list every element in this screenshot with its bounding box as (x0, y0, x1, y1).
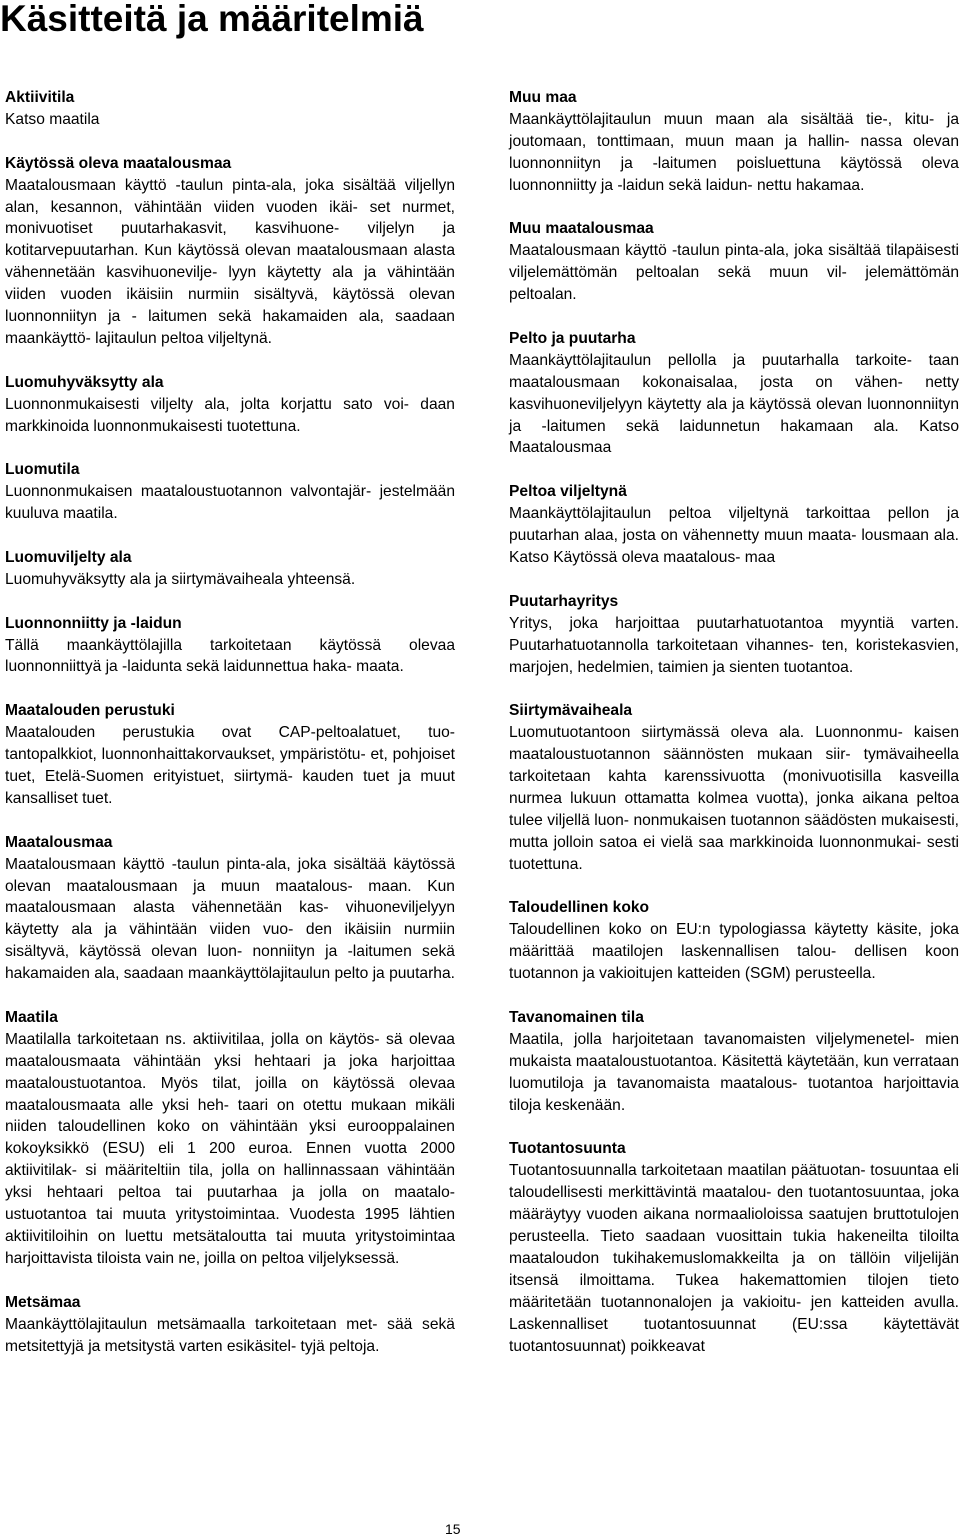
glossary-definition (5, 1029, 455, 1270)
glossary-definition (509, 613, 959, 679)
definition-line: sä olevaa maatalousmaata vähintään yksi hehtaari ja (5, 1030, 455, 1070)
glossary-definition (509, 1029, 959, 1117)
definition-line: taari on otettu mukaan mikäli niiden taloudellinen (5, 1096, 455, 1136)
definition-line: tilapäisesti viljelemättömän peltoalan sekä muun vil- (509, 242, 959, 282)
definition-line: yritystoimintaa harjoittavista tiloista vain ne, joilla on (5, 1228, 455, 1267)
page-number: 15 (445, 1521, 461, 1537)
glossary-entry-metsamaa (5, 1292, 455, 1358)
definition-line: viljelyn ja kotitarvepuutarhan. Kun käytössä olevan (5, 220, 455, 260)
page-title: Käsitteitä ja määritelmiä (0, 0, 424, 39)
left-column (5, 87, 455, 1357)
definition-line: Tieto saadaan vuosittain tukia hakeneilta tiloilta (600, 1228, 959, 1245)
definition-line: Luomutuotantoon siirtymässä oleva ala. Luonnonmu- (509, 724, 903, 742)
definition-line: nonniityn ja -laitumen sekä hakamaiden ala, saadaan (5, 943, 455, 983)
glossary-entry-pelto-ja-puutarha (509, 328, 959, 459)
definition-line: Maankäyttölajitaulun muun maan ala sisältää tie-, (509, 110, 893, 128)
definition-line: Maankäyttölajitaulun metsämaalla tarkoitetaan met- (5, 1315, 378, 1333)
glossary-definition (5, 109, 455, 131)
definition-line: hakamaan ala. Katso Maatalousmaa (509, 417, 959, 457)
entry-spacer (509, 876, 959, 898)
definition-line: lajitaulun peltoa viljeltynä. (95, 329, 272, 347)
definition-line: maata. (356, 658, 404, 676)
glossary-definition (5, 481, 455, 525)
definition-line: mien mukaista maataloustuotantoa. Käsitettä käytetään, (509, 1030, 959, 1070)
definition-line: (monivuotisilla kasveilla nurmea lukuun ottamatta (509, 768, 959, 807)
definition-line: kaisen maataloustuotannon säännösten mukaan siir- (509, 724, 959, 764)
glossary-term: Tavanomainen tila (509, 1008, 644, 1026)
definition-line: jen katteiden avulla. Laskennalliset tuotantosuunnat (509, 1293, 959, 1333)
definition-line: jestelmään kuuluva maatila. (5, 483, 455, 523)
glossary-definition (509, 503, 959, 569)
definition-line: peltoa viljelyksessä. (261, 1249, 400, 1267)
definition-line: on käytössä olevaa maatalousmaata alle yksi heh- (5, 1074, 455, 1114)
definition-line: Maankäyttölajitaulun peltoa viljeltynä tarkoittaa pellon (509, 505, 930, 523)
glossary-term: Aktiivitila (5, 89, 75, 106)
glossary-term: Luonnonniitty ja -laidun (5, 614, 182, 632)
definition-line: Luomuhyväksytty ala ja siirtymävaiheala yhteensä. (5, 570, 356, 588)
definition-line: maan. Kun maatalousmaan alasta vähennetään kas- (5, 877, 455, 917)
glossary-term: Puutarhayritys (509, 592, 619, 610)
glossary-term: Taloudellinen koko (509, 899, 650, 917)
definition-line: käsite, joka määrittää maatilojen laskennallisen talou- (509, 921, 959, 961)
definition-line: ja sienten tuotantoa. (712, 658, 854, 676)
definition-line: Maatalousmaan käyttö -taulun pinta-ala, joka sisältää (5, 855, 387, 873)
definition-line: tyjä peltoja. (300, 1337, 380, 1355)
definition-line: jolloin satoa ei vielä saa markkinoida luonnonmukai- (553, 833, 922, 851)
glossary-term: Maatila (5, 1008, 58, 1026)
definition-line: viljelijän itsensä ilmoittama. Tukea hakemattomien (509, 1249, 959, 1289)
definition-line: lousmaan ala. Katso Käytössä oleva maatalous- (509, 527, 959, 566)
definition-line: kun verrataan luomutiloja ja tavanomaista maatalous- (509, 1052, 959, 1092)
entry-spacer (509, 985, 959, 1007)
entry-spacer (5, 591, 455, 613)
glossary-definition (5, 635, 455, 679)
definition-line: maatalousmaan alasta vähennetään kasvihuonevilje- (5, 242, 456, 282)
definition-line: Maatalousmaan käyttö -taulun pinta-ala, joka sisältää (5, 176, 396, 194)
glossary-definition (509, 350, 959, 460)
definition-line: lyyn käytetty ala ja vähintään viiden vuoden ikäisiin (5, 264, 455, 304)
definition-line: ja puutarhan alaa, josta on vähennetty muun maata- (509, 505, 959, 545)
definition-line: sesti tuotettuna. (509, 833, 959, 873)
glossary-term: Metsämaa (5, 1293, 81, 1311)
glossary-definition (5, 1314, 455, 1358)
definition-line: Katso maatila (5, 110, 100, 128)
glossary-entry-tuotantosuunta (509, 1138, 959, 1357)
glossary-entry-maatalousmaa (5, 832, 455, 985)
glossary-definition (5, 722, 455, 810)
definition-line: yksi hehtaari peltoa tai puutarhaa ja jolla on maatalo- (5, 1184, 455, 1202)
definition-line: käytössä olevan maatalousmaan ja muun maatalous- (5, 855, 455, 895)
glossary-term: Maatalousmaa (5, 833, 113, 851)
definition-line: kolmea vuotta), jonka aikana peltoa tulee viljellä luon- (509, 789, 959, 829)
definition-line: Taloudellinen koko on EU:n typologiassa käytetty (509, 921, 869, 939)
definition-line: Maankäyttölajitaulun pellolla ja puutarhalla tarkoite- (509, 351, 912, 369)
entry-spacer (5, 678, 455, 700)
definition-line: Luonnonmukaisesti viljelty ala, jolta korjattu sato voi- (5, 395, 409, 413)
glossary-definition (509, 919, 959, 985)
definition-line: vihuoneviljelyyn käytetty ala ja vähintään viiden vuo- (5, 899, 456, 939)
entry-spacer (5, 810, 455, 832)
glossary-entry-aktiivitila (5, 87, 455, 131)
glossary-definition (509, 240, 959, 306)
definition-line: tosuuntaa eli taloudellisesti merkittävintä maatalou- (509, 1162, 959, 1202)
glossary-entry-luomuhyvaksytty-ala (5, 372, 455, 438)
definition-line: laitumen sekä hakamaiden ala, saadaan maankäyttö- (5, 308, 455, 347)
definition-line: nurmiin sisältyvä, käytössä olevan luonnonniityn ja - (5, 286, 455, 326)
definition-line: Tuotantosuunnalla tarkoitetaan maatilan päätuotan- (509, 1162, 866, 1180)
glossary-definition (509, 1160, 959, 1357)
glossary-entry-luomuviljelty-ala (5, 547, 455, 591)
definition-line: kitu- ja joutomaan, tonttimaan, muun maan ja hallin- (509, 110, 959, 150)
definition-line: (ESU) eli 1 200 euroa. Ennen vuotta 2000 aktiivitilak- (5, 1140, 455, 1180)
definition-line: maataloudon tukihakemuslomakkeilta ja on tällöin (509, 1249, 891, 1267)
glossary-term: Maatalouden perustuki (5, 702, 175, 720)
glossary-entry-taloudellinen-koko (509, 897, 959, 985)
glossary-definition (5, 175, 455, 350)
glossary-term: Luomuhyväksytty ala (5, 373, 164, 391)
glossary-term: Luomutila (5, 461, 80, 479)
definition-line: normaalioloissa saatujen bruttotulojen perusteella. (509, 1206, 960, 1245)
glossary-term: Muu maa (509, 89, 577, 106)
definition-line: Tällä maankäyttölajilla tarkoitetaan käytössä olevaa (5, 636, 455, 654)
definition-line: (SGM) perusteella. (744, 965, 876, 983)
entry-spacer (5, 437, 455, 459)
glossary-entry-luomutila (5, 459, 455, 525)
definition-line: Luonnonmukaisen maataloustuotannon valvontajär- (5, 483, 372, 501)
glossary-entry-luonnonniitty-ja-laidun (5, 613, 455, 679)
definition-line: Maatila, jolla harjoitetaan tavanomaisten viljelymenetel- (509, 1030, 915, 1048)
glossary-entry-maatalouden-perustuki (5, 700, 455, 810)
glossary-entry-peltoa-viljeltyna (509, 481, 959, 569)
definition-line: Yritys, joka harjoittaa puutarhatuotantoa myyntiä (509, 614, 895, 632)
definition-line: maankäyttölajitaulun pelto ja puutarha. (187, 965, 455, 983)
definition-line: sää sekä metsitettyjä ja metsitystä varten esikäsitel- (5, 1315, 455, 1355)
glossary-entry-kaytossa-oleva-maatalousmaa (5, 153, 455, 350)
glossary-definition (5, 569, 455, 591)
entry-spacer (509, 678, 959, 700)
glossary-entry-puutarhayritys (509, 591, 959, 679)
definition-line: set nurmet, monivuotiset puutarhakasvit, kasvihuone- (5, 198, 456, 238)
definition-line: olevan luonnonniityn ja -laitumen sekä laidunnetun (509, 395, 960, 435)
glossary-definition (5, 394, 455, 438)
definition-line: nassa olevan luonnonniityn ja -laitumen poisluettuna (509, 132, 960, 172)
definition-line: nettu hakamaa. (756, 176, 865, 194)
definition-line: dellisen koon tuotannon ja vakioitujen katteiden (509, 943, 959, 983)
glossary-term: Käytössä oleva maatalousmaa (5, 154, 232, 172)
glossary-entry-muu-maatalousmaa (509, 218, 959, 306)
definition-line: luonnonniittyä ja -laidunta sekä laidunnettua haka- (5, 658, 352, 676)
definition-line: joka harjoittaa maataloustuotantoa. Myös tilat, joilla (5, 1052, 455, 1092)
definition-line: taan maatalousmaan kokonaisalaa, josta on vähen- (509, 351, 960, 391)
definition-line: tantopalkkiot, luonnonhaittakorvaukset, ympäristötu- (5, 746, 366, 764)
definition-line: den tuotantosuuntaa, joka määräytyy vuoden aikana (509, 1184, 959, 1224)
entry-spacer (509, 569, 959, 591)
definition-line: tilojen tieto määritetään tuotannonalojen ja vakioitu- (509, 1271, 960, 1311)
definition-line: nonmukaisen tuotannon säädösten mukaisesti, mutta (509, 811, 959, 851)
glossary-term: Siirtymävaiheala (509, 702, 633, 720)
definition-line: kauden tuet ja muut kansalliset tuet. (5, 768, 455, 807)
glossary-entry-muu-maa (509, 87, 959, 197)
definition-line: tymävaiheella tarkoitetaan kahta karenssivuotta (509, 746, 959, 786)
entry-spacer (5, 350, 455, 372)
definition-line: ustuotantoa tai muuta yritystoimintaa. Vuodesta 1995 (5, 1206, 400, 1224)
glossary-entry-siirtymavaiheala (509, 700, 959, 875)
definition-line: et, pohjoiset tuet, Etelä-Suomen erityistuet, siirtymä- (5, 746, 455, 785)
entry-spacer (5, 131, 455, 153)
definition-line: netty kasvihuoneviljelyyn käytetty ala ja käytössä (509, 373, 959, 413)
entry-spacer (5, 985, 455, 1007)
right-column (509, 87, 959, 1357)
entry-spacer (5, 525, 455, 547)
glossary-term: Luomuviljelty ala (5, 548, 132, 566)
glossary-definition (509, 722, 959, 875)
glossary-term: Tuotantosuunta (509, 1140, 626, 1158)
glossary-definition (5, 854, 455, 985)
entry-spacer (5, 1270, 455, 1292)
definition-line: koko on vähintään yksi eurooppalainen kokoyksikkö (5, 1118, 455, 1158)
definition-line: (EU:ssa käytettävät tuotantosuunnat) poikkeavat (509, 1315, 959, 1355)
definition-line: lähtien aktiivitiloihin on luettu metsätaloutta tai muuta (5, 1206, 455, 1245)
glossary-term: Muu maatalousmaa (509, 220, 654, 238)
glossary-term: Pelto ja puutarha (509, 329, 636, 347)
definition-line: daan markkinoida luonnonmukaisesti tuotettuna. (5, 395, 455, 435)
definition-line: Maatalouden perustukia ovat CAP-peltoalatuet, tuo- (5, 724, 455, 742)
glossary-entry-maatila (5, 1007, 455, 1270)
glossary-definition (509, 109, 959, 197)
definition-line: varten. Puutarhatuotannolla tarkoitetaan vihannes- (509, 614, 959, 654)
definition-line: jelemättömän peltoalan. (509, 264, 959, 304)
definition-line: Maatalousmaan käyttö -taulun pinta-ala, joka sisältää (509, 242, 881, 260)
definition-line: Maatilalla tarkoitetaan ns. aktiivitilaa, jolla on käytös- (5, 1030, 380, 1048)
definition-line: käytössä oleva luonnonniitty ja -laidun sekä laidun- (509, 154, 959, 194)
entry-spacer (509, 197, 959, 219)
entry-spacer (509, 306, 959, 328)
definition-line: den ikäisiin nurmiin sisältyvä, käytössä olevan luon- (5, 921, 455, 961)
definition-line: tuotantoa harjoittavia tiloja keskenään. (509, 1074, 959, 1114)
entry-spacer (509, 459, 959, 481)
glossary-entry-tavanomainen-tila (509, 1007, 959, 1117)
definition-line: maa (744, 548, 776, 566)
definition-line: viljellyn alan, kesannon, vähintään viiden vuoden ikäi- (5, 176, 455, 216)
definition-line: si määriteltiin tila, jolla on hallinnassaan vähintään (85, 1162, 455, 1180)
entry-spacer (509, 1116, 959, 1138)
definition-line: ten, koristekasvien, marjojen, hedelmien, taimien (509, 636, 959, 676)
glossary-term: Peltoa viljeltynä (509, 483, 627, 501)
